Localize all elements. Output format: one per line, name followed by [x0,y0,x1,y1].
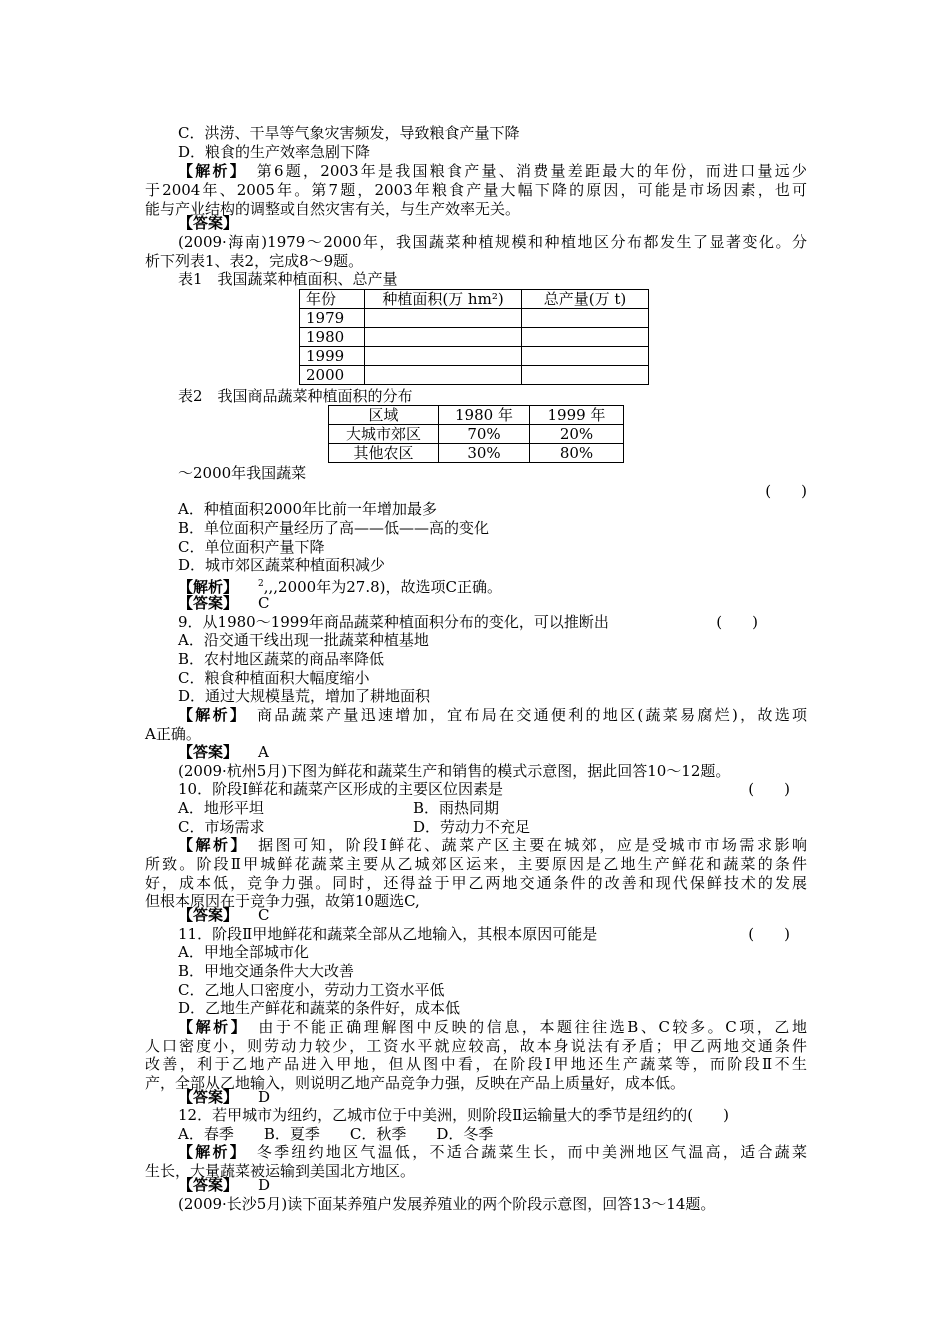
table2 [328,405,624,463]
analysis-tag: 【解析】 [178,162,240,180]
analysis-text: 冬季纽约地区气温低，不适合蔬菜生长，而中美洲地区气温高，适合蔬菜 [239,1143,807,1161]
table-header-cell: 总产量(万 t) [522,290,649,309]
table-cell: 80% [530,444,624,463]
table1-caption: 表1 我国蔬菜种植面积、总产量 [178,270,398,288]
table1 [299,289,649,385]
answer-line [178,1088,807,1107]
option-a: A．地形平坦 [178,799,264,817]
table-row [300,347,649,366]
question-10 [178,780,790,799]
analysis-para [178,1143,807,1162]
table-header-cell: 区域 [329,406,439,425]
analysis-text: 由于不能正确理解图中反映的信息，本题往往选B、C较多。C项，乙地 [240,1018,807,1036]
table-cell: 1999 [300,347,365,366]
analysis-tag: 【解析】 [178,1018,241,1036]
option-c: C．洪涝、干旱等气象灾害频发，导致粮食产量下降 [178,124,520,142]
option-b: B．单位面积产量经历了高——低——高的变化 [178,519,490,537]
answer-value: C [258,594,270,612]
table-cell [365,347,522,366]
analysis-tag: 【解析】 [178,578,239,596]
answer-tag: 【答案】 [178,906,239,924]
table-cell [365,366,522,385]
option-c: C．乙地人口密度小，劳动力工资水平低 [178,981,445,999]
analysis-para [178,836,807,855]
analysis-text: 据图可知，阶段Ⅰ鲜花、蔬菜产区主要在城郊，应是受城市市场需求影响 [240,836,807,854]
table-header-row [329,406,624,425]
option-a: A．甲地全部城市化 [178,943,309,961]
analysis-text: ,,,2000年为27.8)，故选项C正确。 [263,578,502,596]
table-header-cell: 年份 [300,290,365,309]
option-d: D．粮食的生产效率急剧下降 [178,143,371,161]
analysis-line: 所致。阶段Ⅱ甲城鲜花蔬菜主要从乙城郊区运来，主要原因是乙地生产鲜花和蔬菜的条件 [145,855,807,873]
option-d: D．劳动力不充足 [413,818,531,836]
option-c: C．粮食种植面积大幅度缩小 [178,669,370,687]
analysis-para [178,706,807,725]
table-cell [522,309,649,328]
answer-tag: 【答案】 [178,743,239,761]
answer-paren: ( ) [765,482,807,500]
table2-caption: 表2 我国商品蔬菜种植面积的分布 [178,387,413,405]
question-12: 12．若甲城市为纽约，乙城市位于中美洲，则阶段Ⅱ运输量大的季节是纽约的( ) [178,1106,729,1124]
option-a: A．种植面积2000年比前一年增加最多 [178,500,438,518]
option-b: B．农村地区蔬菜的商品率降低 [178,650,385,668]
table-row [300,328,649,347]
question-text: 11．阶段Ⅱ甲地鲜花和蔬菜全部从乙地输入，其根本原因可能是 [178,925,598,943]
answer-line [178,906,807,925]
analysis-tag: 【解析】 [178,1143,240,1161]
table-cell [522,328,649,347]
table-cell: 大城市郊区 [329,425,439,444]
answer-tag: 【答案】 [178,594,239,612]
table-header-cell: 种植面积(万 hm²) [365,290,522,309]
analysis-line: 生长，大量蔬菜被运输到美国北方地区。 [145,1162,416,1180]
answer-value: C [258,906,270,924]
options-cd [178,818,807,837]
table-cell: 30% [439,444,530,463]
answer-paren: ( ) [748,925,790,943]
analysis-line: 人口密度小，则劳动力较少，工资水平就应较高，故本身说法有矛盾；甲乙两地交通条件 [145,1037,807,1055]
question-8-stem: ～2000年我国蔬菜 [178,464,307,482]
option-d: D．乙地生产鲜花和蔬菜的条件好，成本低 [178,999,461,1017]
analysis-para [178,162,807,181]
table-cell [365,309,522,328]
answer-value: D [258,1088,271,1106]
option-d: D．城市郊区蔬菜种植面积减少 [178,556,386,574]
question-9 [178,613,758,632]
answer-tag: 【答案】 [178,1088,239,1106]
option-d: D．通过大规模垦荒，增加了耕地面积 [178,687,431,705]
answer-paren: ( ) [716,613,758,631]
question-text: 10．阶段Ⅰ鲜花和蔬菜产区形成的主要区位因素是 [178,780,504,798]
question-8-paren-line [145,482,807,501]
intro-para: (2009·杭州5月)下图为鲜花和蔬菜生产和销售的模式示意图，据此回答10～12题。 [178,762,731,780]
answer-paren: ( ) [748,780,790,798]
analysis-para [178,575,807,594]
question-text: 9．从1980～1999年商品蔬菜种植面积分布的变化，可以推断出 [178,613,609,631]
option-c: C．市场需求 [178,818,265,836]
intro-para: (2009·长沙5月)读下面某养殖户发展养殖业的两个阶段示意图，回答13～14题。 [178,1195,716,1213]
table-header-cell: 1980 年 [439,406,530,425]
table-cell: 2000 [300,366,365,385]
analysis-line: 能与产业结构的调整或自然灾害有关，与生产效率无关。 [145,200,521,218]
table-cell [522,347,649,366]
answer-value: D [258,1176,271,1194]
table-row [300,366,649,385]
question-11 [178,925,790,944]
table-cell: 20% [530,425,624,444]
analysis-line: 改善，利于乙地产品进入甲地，但从图中看，在阶段Ⅰ甲地还生产蔬菜等，而阶段Ⅱ不生 [145,1055,807,1073]
analysis-tag: 【解析】 [178,836,241,854]
table-cell: 70% [439,425,530,444]
analysis-line: 于2004年、2005年。第7题，2003年粮食产量大幅下降的原因，可能是市场因素，也可 [145,181,807,199]
analysis-text: 商品蔬菜产量迅速增加，宜布局在交通便利的地区(蔬菜易腐烂)，故选项 [239,706,807,724]
table-row [329,444,624,463]
table-cell: 1980 [300,328,365,347]
analysis-line: 产，全部从乙地输入，则说明乙地产品竞争力强，反映在产品上质量好，成本低。 [145,1074,686,1092]
analysis-line: 好，成本低，竞争力强。同时，还得益于甲乙两地交通条件的改善和现代保鲜技术的发展 [145,874,807,892]
option-c: C．单位面积产量下降 [178,538,325,556]
superscript: 2 [258,579,264,589]
option-b: B．甲地交通条件大大改善 [178,962,355,980]
intro-para: (2009·海南)1979～2000年，我国蔬菜种植规模和种植地区分布都发生了显著变化。分 [178,233,807,251]
answer-value: A [258,743,269,761]
answer-tag: 【答案】 [178,1176,239,1194]
analysis-tag: 【解析】 [178,706,240,724]
intro-line: 析下列表1、表2，完成8～9题。 [145,252,364,270]
table-row [329,425,624,444]
option-b: B．雨热同期 [413,799,500,817]
analysis-para [178,1018,807,1037]
table-cell: 1979 [300,309,365,328]
answer-tag: 【答案】 [178,214,239,232]
options-line: A．春季 B．夏季 C．秋季 D．冬季 [178,1125,494,1143]
table-cell [522,366,649,385]
analysis-line: A正确。 [145,725,201,743]
answer-line [178,594,807,613]
table-cell [365,328,522,347]
table-header-row [300,290,649,309]
table-cell: 其他农区 [329,444,439,463]
answer-line [178,1176,807,1195]
table-header-cell: 1999 年 [530,406,624,425]
options-ab [178,799,807,818]
table-row [300,309,649,328]
answer-line [178,743,807,762]
analysis-line: 但根本原因在于竞争力强，故第10题选C, [145,892,420,910]
analysis-text: 第6题，2003年是我国粮食产量、消费量差距最大的年份，而进口量远少 [239,162,807,180]
option-a: A．沿交通干线出现一批蔬菜种植基地 [178,631,429,649]
